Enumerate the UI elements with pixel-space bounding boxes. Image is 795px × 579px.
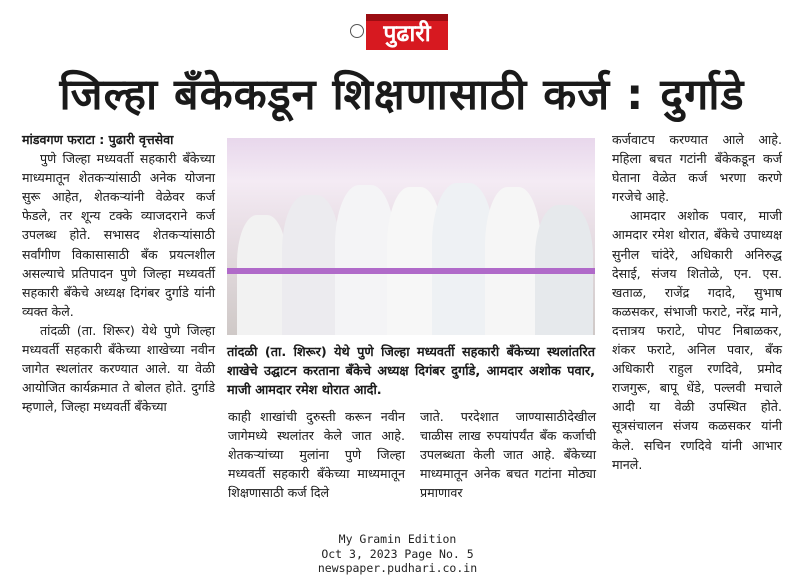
edition-site-link[interactable]: newspaper.pudhari.co.in — [317, 561, 478, 575]
edition-name: My Gramin Edition — [338, 532, 457, 546]
masthead — [0, 0, 795, 62]
article-byline: मांडवगण फराटा : पुढारी वृत्तसेवा — [22, 132, 174, 147]
edition-footer — [0, 532, 795, 576]
middle-column-1 — [228, 407, 405, 502]
paragraph: तांदळी (ता. शिरूर) येथे पुणे जिल्हा मध्यवर्ती सहकारी बँकेच्या शाखेच्या नवीन जागेत स्थलांतर करण्यात आले. या वेळी आयोजित कार्यक्रमात ते बोलत होते. दुर्गाडे म्हणाले, जिल्हा मध्यवर्ती बँकेच्या — [22, 322, 215, 415]
logo-emblem-icon — [350, 24, 364, 38]
edition-date-page: Oct 3, 2023 Page No. 5 — [321, 546, 474, 561]
paragraph: कर्जवाटप करण्यात आले आहे. महिला बचत गटांनी बँकेकडून कर्ज घेताना वेळेत कर्ज भरणा करणे गरजेचे आहे. — [612, 132, 782, 205]
ribbon — [227, 268, 595, 274]
paragraph: जाते. परदेशात जाण्यासाठीदेखील चाळीस लाख रुपयांपर्यंत बँक कर्जाची उपलब्धता केली जात आहे. बँकेच्या माध्यमातून अनेक बचत गटांना मोठ्या प्रमाणावर — [420, 409, 596, 501]
paragraph: पुणे जिल्हा मध्यवर्ती सहकारी बँकेच्या माध्यमातून शेतकऱ्यांसाठी अनेक योजना सुरू आहेत, शेतकऱ्यांनी वेळेवर कर्ज फेडले, तर शून्य टक्के व्याजदराने कर्ज उपलब्ध होते. सभासद शेतकऱ्यांसाठी सर्वांगीण विकासासाठी बँक प्रयत्नशील असल्याचे प्रतिपादन पुणे जिल्हा मध्यवर्ती सहकारी बँकेचे अध्यक्ष दिगंबर दुर्गाडे यांनी व्यक्त केले. — [22, 151, 215, 319]
right-column — [612, 130, 782, 474]
paragraph: आमदार अशोक पवार, माजी आमदार रमेश थोरात, बँकेचे उपाध्यक्ष सुनील चांदेरे, अधिकारी अनिरुद्ध देसाई, संजय शितोळे, एन. एस. खताळ, राजेंद्र गदादे, सुभाष कळसकर, संभाजी फराटे, नरेंद्र माने, दत्तात्रय फराटे, पोपट निबाळकर, शंकर फराटे, अनिल पवार, बँक अधिकारी राहुल रणदिवे, प्रमोद राजगुरू, बापू धेंडे, पल्लवी मचाले आदी या वेळी उपस्थित होते. सूत्रसंचालन संजय कळसकर यांनी केले. सचिन रणदिवे यांनी आभार मानले. — [612, 208, 782, 472]
photo-caption: तांदळी (ता. शिरूर) येथे पुणे जिल्हा मध्यवर्ती सहकारी बँकेच्या स्थलांतरित शाखेचे उद्घाटन करताना बँकेचे अध्यक्ष दिगंबर दुर्गाडे, आमदार अशोक पवार, माजी आमदार रमेश थोरात आदी. — [227, 345, 595, 398]
middle-column-2 — [420, 407, 596, 502]
newspaper-logo[interactable]: पुढारी — [383, 21, 431, 47]
article-headline: जिल्हा बँकेकडून शिक्षणासाठी कर्ज : दुर्गाडे — [59, 70, 745, 120]
article-photo — [227, 138, 595, 335]
paragraph: काही शाखांची दुरुस्ती करून नवीन जागेमध्ये स्थलांतर केले जात आहे. शेतकऱ्यांच्या मुलांना पुणे जिल्हा मध्यवर्ती सहकारी बँकेच्या माध्यमातून शिक्षणासाठी कर्ज दिले — [228, 409, 405, 501]
left-column — [22, 130, 215, 416]
